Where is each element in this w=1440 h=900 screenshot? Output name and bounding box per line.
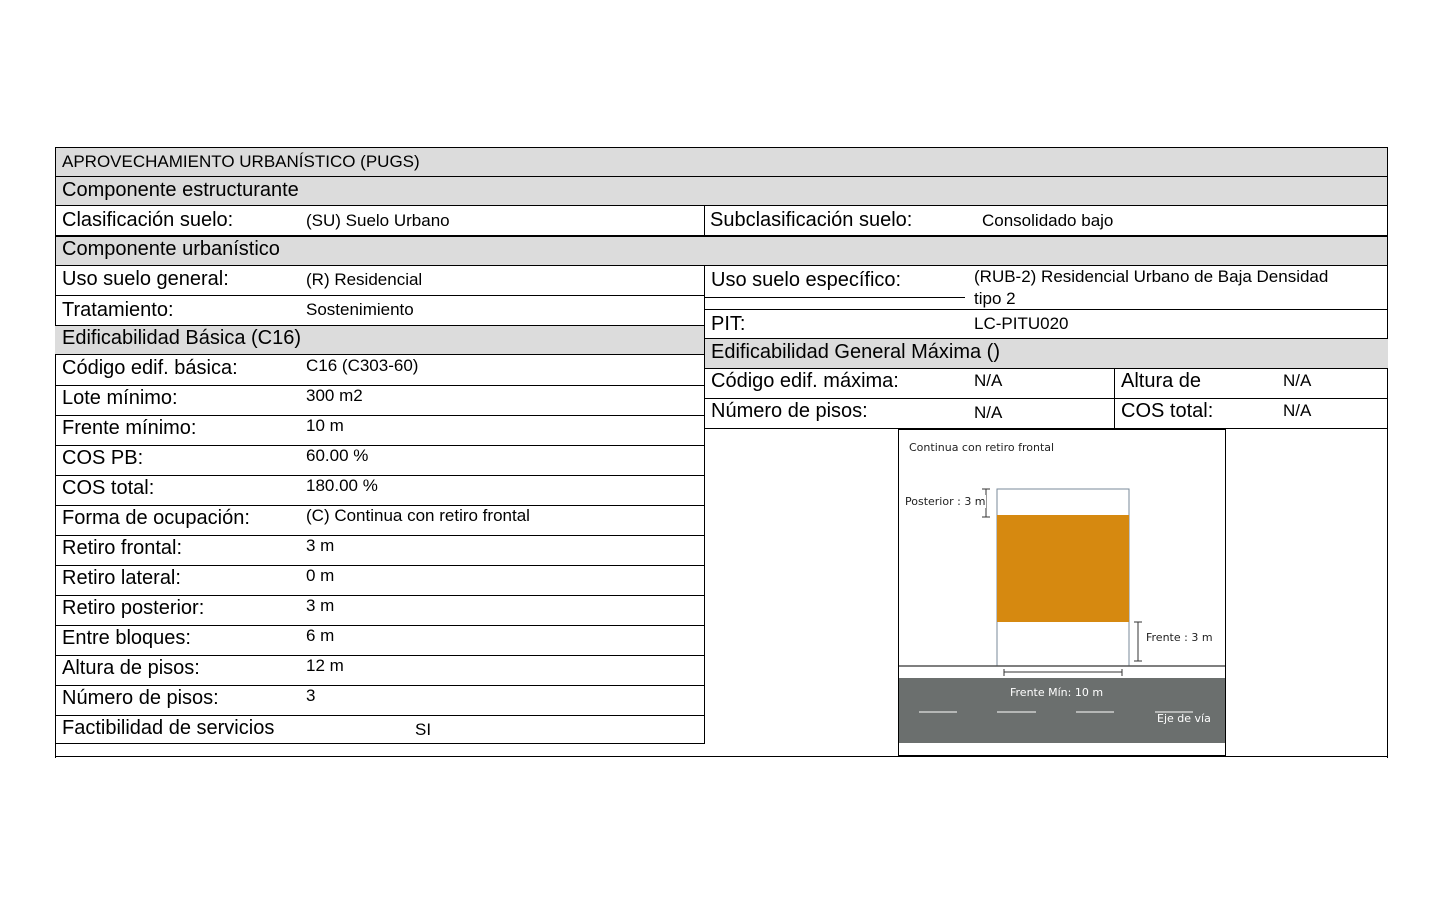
section-header-basica (55, 326, 704, 355)
table-row (55, 446, 704, 476)
row-label: Factibilidad de servicios (62, 717, 275, 739)
row-label: Lote mínimo: (62, 387, 178, 409)
tratamiento-row (55, 296, 704, 326)
frente-min-label: Frente Mín: 10 m (1010, 686, 1104, 699)
row-value: (C) Continua con retiro frontal (306, 506, 530, 525)
pisos-maxima-label: Número de pisos: (711, 400, 868, 422)
pisos-maxima-row (705, 399, 1388, 429)
tratamiento-value: Sostenimiento (306, 300, 414, 319)
divider (704, 206, 705, 236)
codigo-maxima-label: Código edif. máxima: (711, 370, 899, 392)
row-label: Número de pisos: (62, 687, 219, 709)
clasificacion-label: Clasificación suelo: (62, 209, 234, 231)
row-label: COS PB: (62, 447, 144, 469)
row-value: 60.00 % (306, 446, 369, 465)
uso-general-row (55, 266, 704, 296)
section-header-maxima (705, 339, 1388, 369)
row-value: 6 m (306, 626, 335, 645)
occupation-diagram (898, 429, 1226, 756)
uso-especifico-label: Uso suelo específico: (711, 269, 902, 291)
table-row (55, 626, 704, 656)
tratamiento-label: Tratamiento: (62, 299, 174, 321)
row-label: Altura de pisos: (62, 657, 200, 679)
pit-value: LC-PITU020 (974, 314, 1069, 333)
table-row (55, 386, 704, 416)
altura-maxima-label: Altura de (1121, 370, 1202, 392)
subclasificacion-label: Subclasificación suelo: (710, 209, 913, 231)
subclasificacion-value: Consolidado bajo (982, 211, 1114, 230)
pit-row (705, 310, 1388, 339)
page-title: APROVECHAMIENTO URBANÍSTICO (PUGS) (62, 152, 420, 171)
row-label: Retiro posterior: (62, 597, 205, 619)
diagram-svg (899, 430, 1225, 755)
posterior-label: Posterior : 3 m (905, 495, 986, 508)
cos-maxima-value: N/A (1283, 401, 1312, 420)
table-row (55, 356, 704, 386)
left-column (55, 266, 705, 744)
section-header-aprovechamiento (55, 147, 1388, 177)
clasificacion-value: (SU) Suelo Urbano (306, 211, 450, 230)
row-value: 3 (306, 686, 316, 705)
section-title: Componente urbanístico (62, 238, 280, 260)
row-value: 12 m (306, 656, 344, 675)
clasificacion-row (55, 206, 1388, 236)
row-label: COS total: (62, 477, 155, 499)
altura-maxima-value: N/A (1283, 371, 1312, 390)
divider (1114, 369, 1115, 399)
row-value: 300 m2 (306, 386, 363, 405)
row-value: C16 (C303-60) (306, 356, 419, 375)
pit-label: PIT: (711, 313, 746, 335)
divider (705, 297, 965, 298)
row-value: SI (415, 720, 432, 739)
row-label: Retiro lateral: (62, 567, 181, 589)
divider (1114, 399, 1115, 429)
table-row (55, 536, 704, 566)
table-row (55, 506, 704, 536)
section-header-estructurante (55, 176, 1388, 206)
table-row (55, 476, 704, 506)
table-row (55, 596, 704, 626)
uso-general-label: Uso suelo general: (62, 268, 229, 290)
section-header-urbanistico (55, 236, 1388, 266)
row-label: Código edif. básica: (62, 357, 238, 379)
table-row (55, 656, 704, 686)
section-title: Componente estructurante (62, 179, 299, 201)
eje-label: Eje de vía (1157, 712, 1211, 725)
cos-maxima-label: COS total: (1121, 400, 1214, 422)
building-footprint (997, 515, 1129, 622)
codigo-maxima-row (705, 369, 1388, 399)
frente-label: Frente : 3 m (1146, 631, 1213, 644)
uso-especifico-value-line1: (RUB-2) Residencial Urbano de Baja Densidad (974, 267, 1329, 286)
pisos-maxima-value: N/A (974, 403, 1003, 422)
uso-especifico-row (705, 266, 1388, 310)
row-label: Entre bloques: (62, 627, 191, 649)
codigo-maxima-value: N/A (974, 371, 1003, 390)
bottom-line (55, 756, 1388, 757)
section-title: Edificabilidad Básica (C16) (62, 327, 302, 349)
row-value: 3 m (306, 596, 335, 615)
table-row (55, 686, 704, 716)
section-title: Edificabilidad General Máxima () (711, 341, 1001, 363)
table-row (55, 566, 704, 596)
row-value: 0 m (306, 566, 335, 585)
uso-especifico-value-line2: tipo 2 (974, 289, 1016, 308)
row-label: Forma de ocupación: (62, 507, 250, 529)
uso-general-value: (R) Residencial (306, 270, 423, 289)
table-row (55, 416, 704, 446)
row-value: 10 m (306, 416, 344, 435)
row-label: Retiro frontal: (62, 537, 183, 559)
row-value: 3 m (306, 536, 335, 555)
table-row (55, 716, 704, 746)
diagram-title: Continua con retiro frontal (909, 441, 1055, 454)
row-label: Frente mínimo: (62, 417, 197, 439)
row-value: 180.00 % (306, 476, 378, 495)
